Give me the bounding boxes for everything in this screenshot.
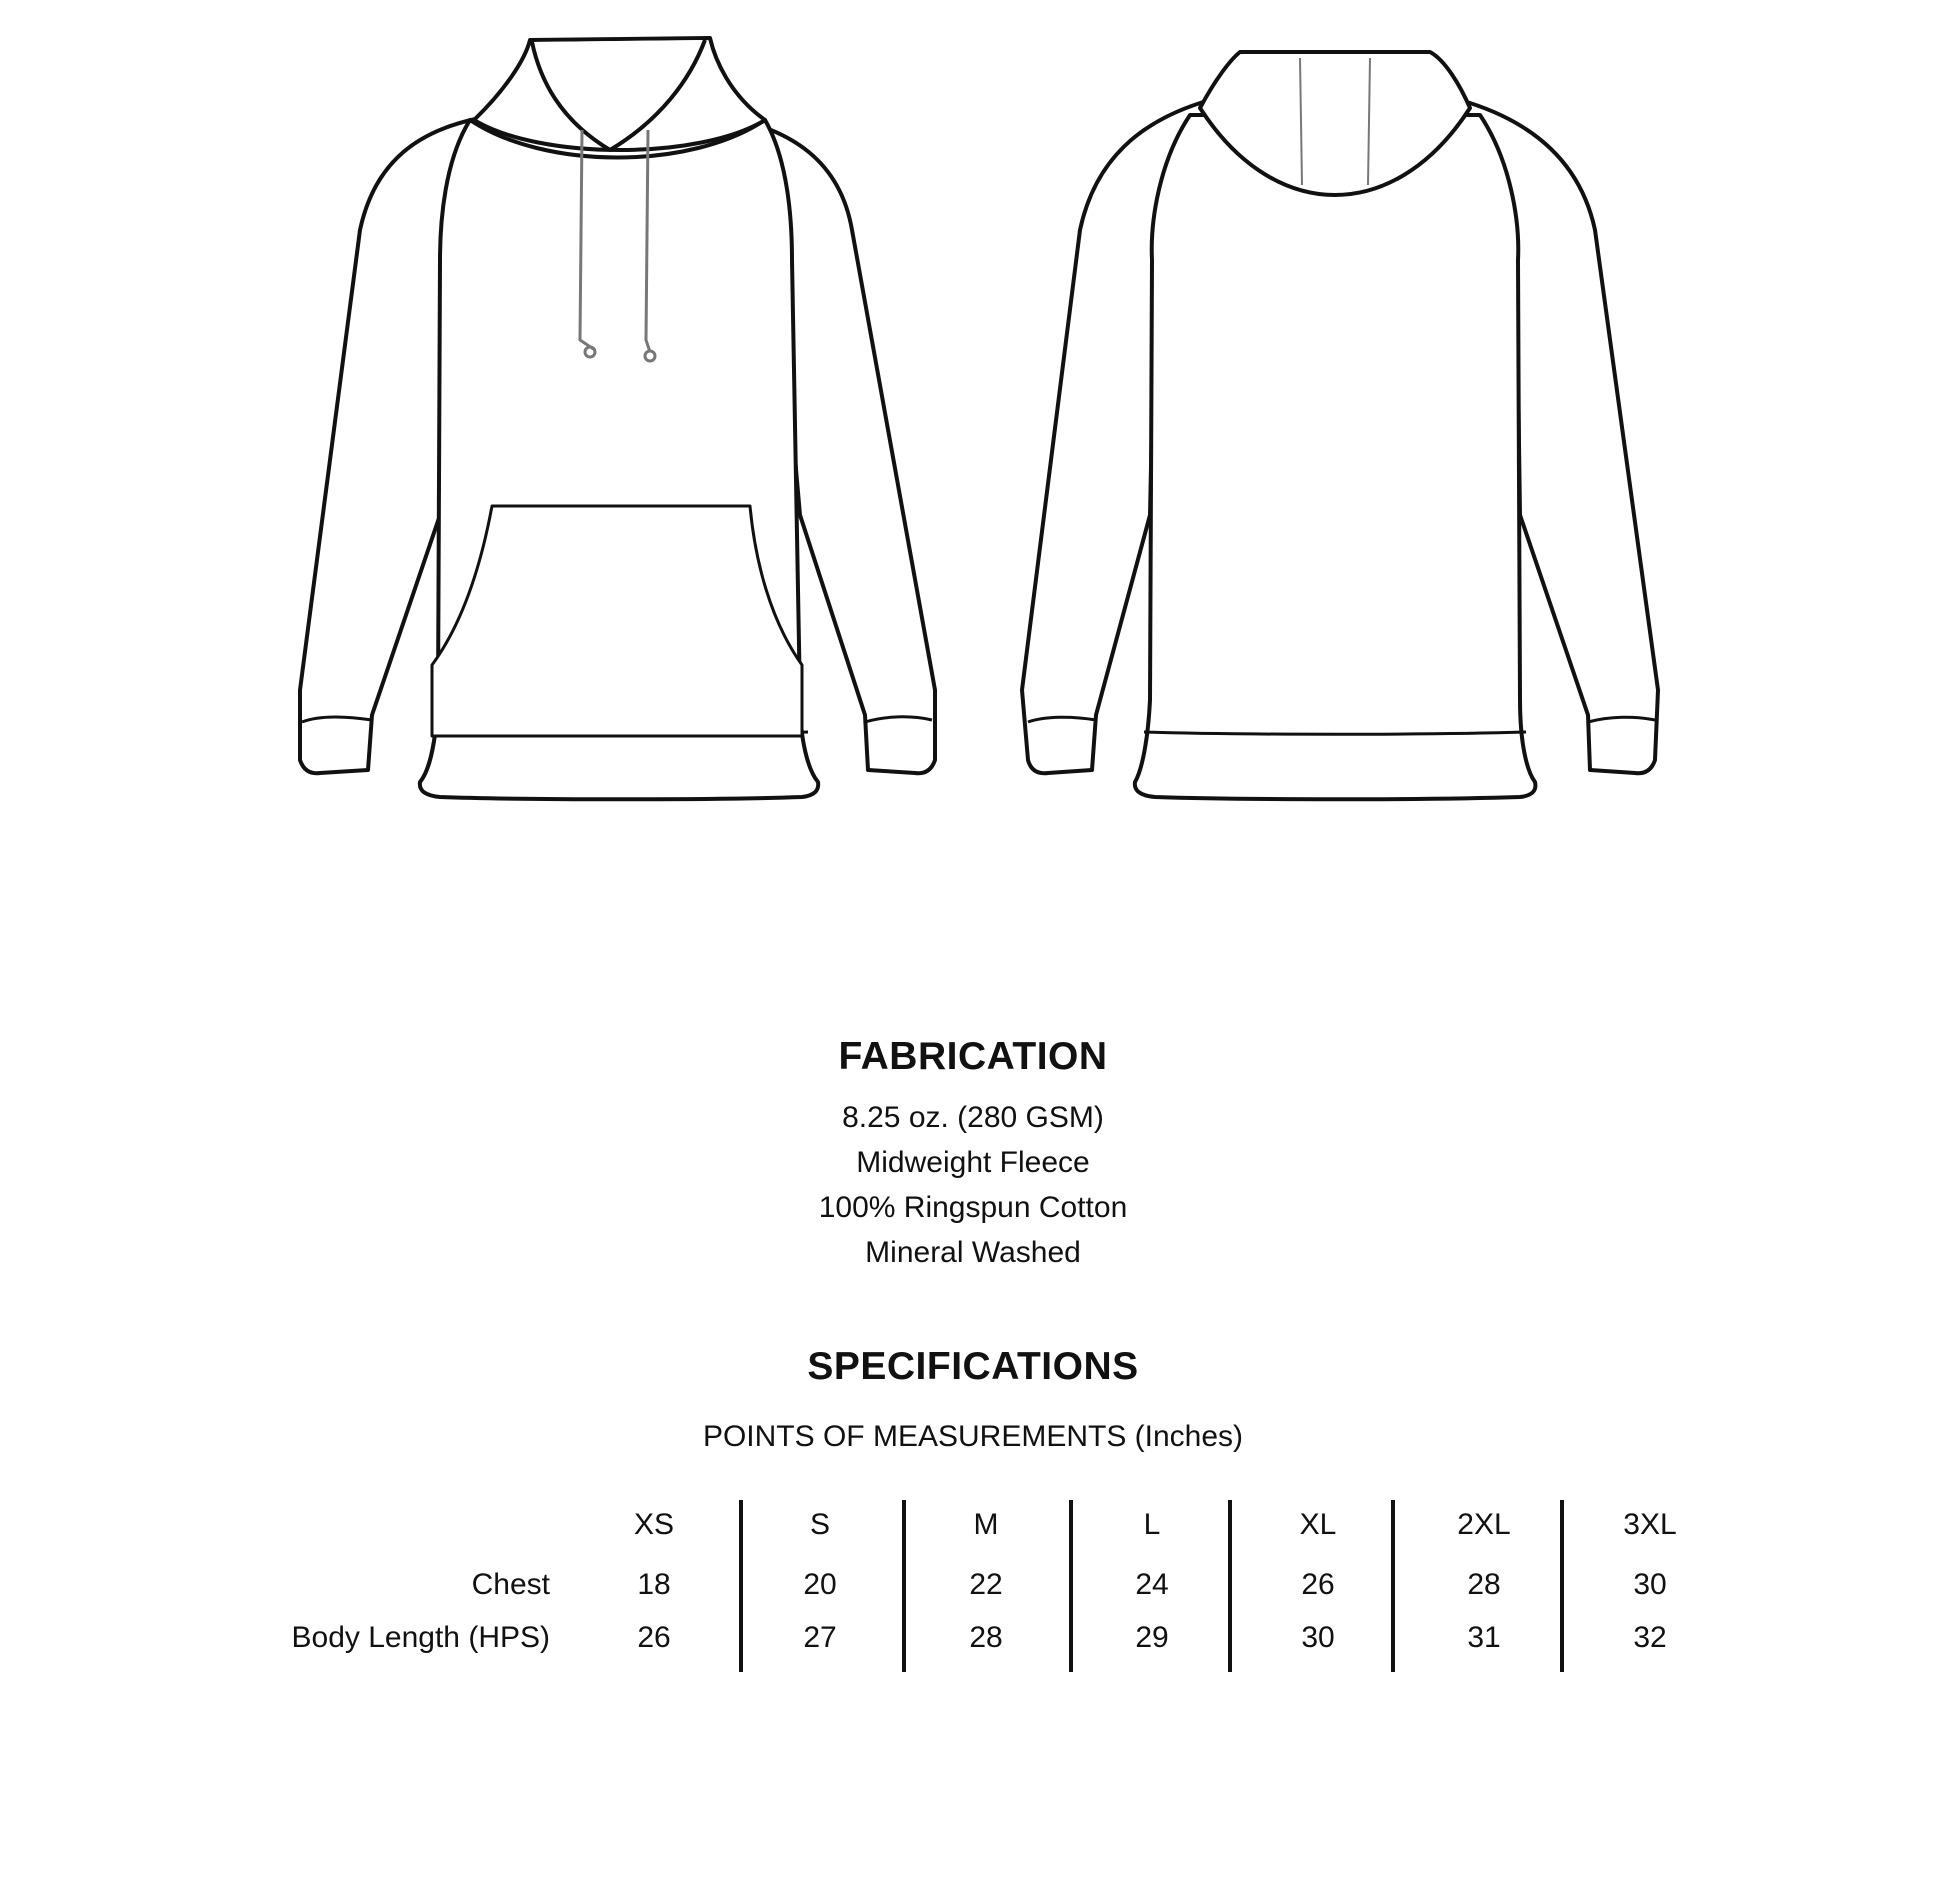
fabrication-composition: 100% Ringspun Cotton — [818, 1191, 1128, 1224]
column-divider — [1391, 1500, 1395, 1672]
table-cell: 18 — [637, 1568, 671, 1601]
size-header-s: S — [809, 1508, 830, 1541]
fabrication-heading: FABRICATION — [838, 1035, 1108, 1078]
size-header-2xl: 2XL — [1457, 1508, 1511, 1541]
column-divider — [1228, 1500, 1232, 1672]
size-header-l: L — [1143, 1508, 1161, 1541]
fabrication-finish: Mineral Washed — [865, 1236, 1081, 1269]
table-cell: 26 — [1301, 1568, 1335, 1601]
size-header-xs: XS — [633, 1508, 675, 1541]
table-cell: 30 — [1301, 1621, 1335, 1654]
points-of-measurement-caption: POINTS OF MEASUREMENTS (Inches) — [702, 1420, 1244, 1453]
fabrication-fabric-type: Midweight Fleece — [856, 1146, 1090, 1179]
row-label-chest: Chest — [471, 1568, 550, 1601]
specifications-heading: SPECIFICATIONS — [807, 1345, 1139, 1388]
table-cell: 29 — [1135, 1621, 1169, 1654]
size-header-xl: XL — [1299, 1508, 1337, 1541]
size-header-3xl: 3XL — [1623, 1508, 1677, 1541]
table-cell: 22 — [969, 1568, 1003, 1601]
table-cell: 32 — [1633, 1621, 1667, 1654]
size-header-m: M — [973, 1508, 999, 1541]
table-cell: 26 — [637, 1621, 671, 1654]
table-cell: 24 — [1135, 1568, 1169, 1601]
table-cell: 20 — [803, 1568, 837, 1601]
column-divider — [1069, 1500, 1073, 1672]
hoodie-technical-flats — [0, 0, 1946, 820]
column-divider — [1560, 1500, 1564, 1672]
hoodie-front-view — [300, 38, 935, 799]
table-cell: 28 — [969, 1621, 1003, 1654]
hoodie-back-view — [1022, 52, 1658, 799]
fabrication-weight: 8.25 oz. (280 GSM) — [842, 1101, 1104, 1134]
table-cell: 27 — [803, 1621, 837, 1654]
table-cell: 31 — [1467, 1621, 1501, 1654]
column-divider — [739, 1500, 743, 1672]
column-divider — [902, 1500, 906, 1672]
table-cell: 28 — [1467, 1568, 1501, 1601]
row-label-body-length: Body Length (HPS) — [291, 1621, 550, 1654]
table-cell: 30 — [1633, 1568, 1667, 1601]
